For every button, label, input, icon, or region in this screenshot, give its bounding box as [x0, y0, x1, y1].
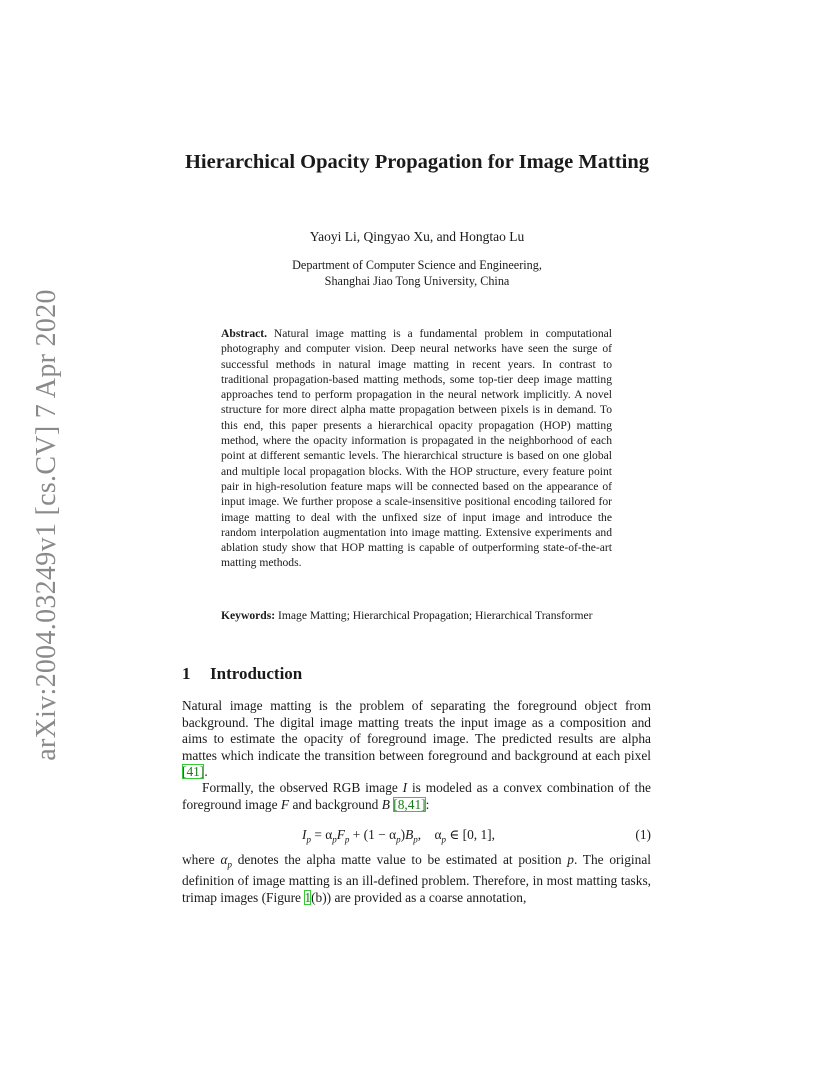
- equation-lhs: I: [302, 827, 307, 842]
- paragraph-3-text-2: denotes the alpha matte value to be estimated at position: [231, 852, 568, 867]
- paragraph-3: where $\alpha_p$ denotes the alpha matte value to be estimated at position p. The original definition of image matting is an ill-defined problem. Therefore, in most matting tasks, trimap images (Figure 1(b)) are provided as a coarse annotation,: [182, 852, 651, 905]
- paper-title: Hierarchical Opacity Propagation for Image Matting: [184, 151, 650, 173]
- abstract-label: Abstract.: [221, 327, 268, 340]
- paragraph-1-end: .: [204, 764, 208, 779]
- paper-authors: Yaoyi Li, Qingyao Xu, and Hongtao Lu: [309, 229, 525, 244]
- section-title: Introduction: [210, 664, 303, 683]
- variable-p: p: [567, 852, 574, 867]
- paragraph-2-end: :: [425, 796, 430, 812]
- affiliation-line-1: Department of Computer Science and Engineering,: [292, 258, 542, 272]
- paragraph-2-text-3: and background: [289, 796, 382, 812]
- paragraph-2-text-1: Formally, the observed RGB image: [202, 780, 403, 795]
- paragraph-1: [182, 698, 651, 781]
- variable-alpha: α: [220, 852, 228, 867]
- citation-link[interactable]: [8,41]: [393, 796, 426, 812]
- affiliation-line-2: Shanghai Jiao Tong University, China: [324, 273, 510, 288]
- equation-formula: $I_p = \alpha_pF_p + (1 - \alpha_p)B_p$, $\alpha_p$ ∈ [0, 1],: [302, 827, 495, 845]
- keywords-text: Image Matting; Hierarchical Propagation; Hierarchical Transformer: [278, 609, 593, 622]
- paragraph-2-text-2: is modeled as a convex combination of the foreground image: [182, 780, 651, 812]
- paragraph-3-text-1: where: [182, 852, 221, 867]
- keywords-label: Keywords:: [221, 609, 276, 622]
- variable-I: I: [402, 780, 408, 795]
- section-number: 1: [182, 664, 191, 683]
- paragraph-1-text: Natural image matting is the problem of separating the foreground object from background. The digital image matting treats the input image as a composition and aims to estimate the opacity of foreground image. The predicted results are alpha mattes which indicate the transition between foreground and background at each pixel: [182, 698, 651, 763]
- abstract-text: Natural image matting is a fundamental problem in computational photography and computer vision. Deep neural networks have seen the surge of successful methods in natural image matting in recent years. In contrast to traditional propagation-based matting methods, some top-tier deep image matting approaches tend to perform propagation in the neural network implicitly. A novel structure for more direct alpha matte propagation between pixels is in demand. To this end, this paper presents a hierarchical opacity propagation (HOP) matting method, where the opacity information is propagated in the neighborhood of each point at different semantic levels. The hierarchical structure is based on one global and multiple local propagation blocks. With the HOP structure, every feature point pair in high-resolution feature maps will be connected based on the appearance of input image. We further propose a scale-insensitive positional encoding tailored for image matting to deal with the unfixed size of input image and introduce the random interpolation augmentation into image matting. Extensive experiments and ablation study show that HOP matting is capable of outperforming state-of-the-art matting methods.: [221, 327, 612, 570]
- abstract: [221, 326, 612, 571]
- affiliation: [180, 258, 654, 289]
- equation-number: (1): [635, 827, 651, 842]
- figure-link[interactable]: 1: [304, 889, 312, 905]
- paragraph-3-text-3: . The original definition of image matting is an ill-defined problem. Therefore, in most matting tasks, trimap images (Figure: [182, 852, 651, 905]
- arxiv-identifier-text: arXiv:2004.03249v1 [cs.CV] 7 Apr 2020: [31, 289, 62, 761]
- section-heading: [182, 664, 302, 684]
- citation-link[interactable]: [41]: [182, 764, 205, 779]
- paragraph-3-text-4: (b)) are provided as a coarse annotation,: [311, 889, 527, 905]
- paragraph-2: [182, 780, 651, 813]
- variable-B: B: [381, 796, 390, 812]
- keywords: [221, 608, 612, 623]
- variable-F: F: [280, 796, 290, 812]
